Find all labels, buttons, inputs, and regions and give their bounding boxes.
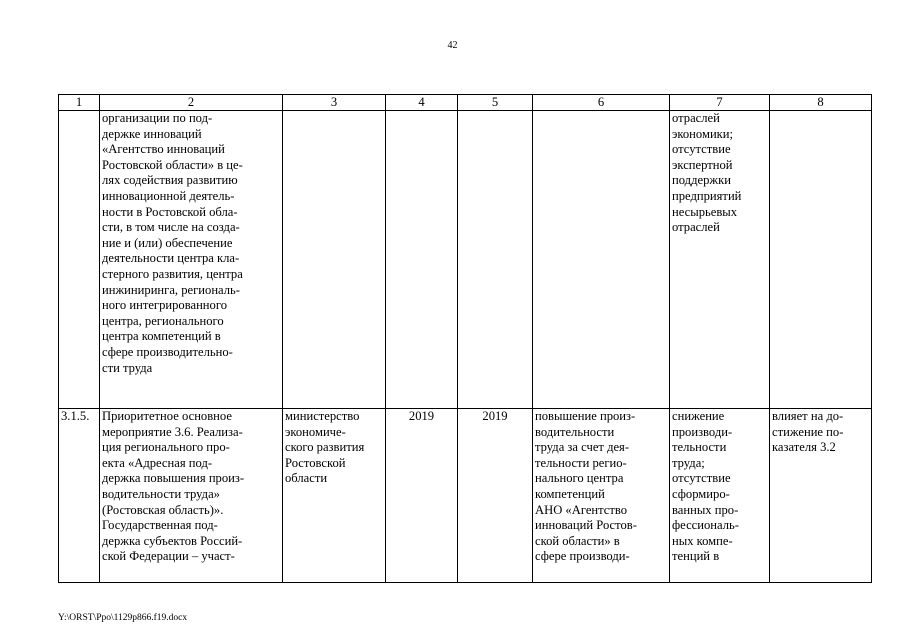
cell-text-line: держка повышения произ- — [102, 471, 245, 486]
cell-text-line: мероприятие 3.6. Реализа- — [102, 424, 243, 439]
cell-text-line: компетенций — [535, 486, 605, 501]
cell-text-line: тельности — [672, 440, 727, 455]
cell-text-line: деятельности центра кла- — [102, 251, 240, 266]
cell-text-line: производи- — [672, 424, 733, 439]
cell-text-line: лях содействия развитию — [102, 173, 238, 188]
header-cell: 1 — [59, 95, 100, 111]
cell-text-line: инжиниринга, региональ- — [102, 282, 240, 297]
cell-text-line: повышение произ- — [535, 409, 636, 423]
header-cell: 3 — [283, 95, 386, 111]
row1-col2 — [100, 111, 283, 409]
cell-text-line: сти, в том числе на созда- — [102, 220, 240, 235]
cell-text-line: ция регионального про- — [102, 440, 230, 455]
cell-text-line: водительности труда» — [102, 486, 220, 501]
cell-text-line: ности в Ростовской обла- — [102, 204, 238, 219]
row2-consequences — [670, 409, 770, 583]
cell-text-line: Ростовской области» в це- — [102, 157, 243, 172]
cell-text-line: предприятий — [672, 188, 742, 203]
cell-text-line: Приоритетное основное — [102, 409, 232, 423]
cell-text-line: ской области» в — [535, 533, 620, 548]
row1-col4 — [386, 111, 458, 409]
cell-text-line: центра, регионального — [102, 313, 224, 328]
cell-text-line: екта «Адресная под- — [102, 455, 213, 470]
cell-text-line: экспертной — [672, 157, 733, 172]
cell-text-line: держка субъектов Россий- — [102, 533, 243, 548]
row2-indicator-link — [770, 409, 872, 583]
cell-text-line: Государственная под- — [102, 518, 218, 533]
cell-text-line: тенций в — [672, 549, 720, 564]
header-cell: 5 — [458, 95, 533, 111]
row1-col5 — [458, 111, 533, 409]
cell-text-line: ных компе- — [672, 533, 733, 548]
cell-text-line: ского развития — [285, 440, 365, 455]
cell-text-line: снижение — [672, 409, 725, 423]
cell-text-line: отсутствие — [672, 142, 731, 157]
cell-text-line: отраслей — [672, 111, 720, 125]
cell-text-line: министерство — [285, 409, 360, 423]
cell-text-line: фессиональ- — [672, 518, 739, 533]
row2-start-year: 2019 — [386, 409, 458, 583]
cell-text-line: сфере производительно- — [102, 344, 233, 359]
cell-text-line: ного интегрированного — [102, 298, 227, 313]
cell-text-line: центра компетенций в — [102, 329, 221, 344]
row1-col6 — [533, 111, 670, 409]
cell-text-line: области — [285, 471, 328, 486]
cell-text-line: (Ростовская область)». — [102, 502, 224, 517]
cell-text-line: стерного развития, центра — [102, 266, 243, 281]
row2-end-year: 2019 — [458, 409, 533, 583]
cell-text-line: поддержки — [672, 173, 731, 188]
row1-col3 — [283, 111, 386, 409]
header-cell: 7 — [670, 95, 770, 111]
table-row — [59, 111, 872, 409]
header-cell: 6 — [533, 95, 670, 111]
header-cell: 8 — [770, 95, 872, 111]
cell-text-line: сфере производи- — [535, 549, 630, 564]
cell-text-line: ванных про- — [672, 502, 739, 517]
measures-table — [58, 94, 872, 583]
cell-text-line: экономиче- — [285, 424, 346, 439]
cell-text-line: ние и (или) обеспечение — [102, 235, 233, 250]
row2-number: 3.1.5. — [59, 409, 100, 583]
cell-text-line: инноваций Ростов- — [535, 518, 637, 533]
row1-col7 — [670, 111, 770, 409]
cell-text-line: держке инноваций — [102, 126, 202, 141]
cell-text-line: «Агентство инноваций — [102, 142, 225, 157]
row1-col1 — [59, 111, 100, 409]
cell-text-line: стижение по- — [772, 424, 844, 439]
cell-text-line: тельности регио- — [535, 455, 627, 470]
cell-text-line: нального центра — [535, 471, 624, 486]
cell-text-line: ской Федерации – участ- — [102, 549, 235, 564]
row2-executor — [283, 409, 386, 583]
cell-text-line: инновационной деятель- — [102, 188, 235, 203]
cell-text-line: казателя 3.2 — [772, 440, 836, 455]
cell-text-line: организации по под- — [102, 111, 213, 125]
row2-expected-result — [533, 409, 670, 583]
cell-text-line: труда; — [672, 455, 705, 470]
header-cell: 2 — [100, 95, 283, 111]
cell-text-line: влияет на до- — [772, 409, 844, 423]
cell-text-line: отсутствие — [672, 471, 731, 486]
cell-text-line: водительности — [535, 424, 615, 439]
row2-measure — [100, 409, 283, 583]
cell-text-line: несырьевых — [672, 204, 738, 219]
page-number: 42 — [447, 40, 458, 51]
cell-text-line: отраслей — [672, 220, 720, 235]
table-header-row — [59, 95, 872, 111]
cell-text-line: АНО «Агентство — [535, 502, 628, 517]
cell-text-line: экономики; — [672, 126, 734, 141]
cell-text-line: труда за счет дея- — [535, 440, 630, 455]
table-row — [59, 409, 872, 583]
footer-file-path: Y:\ORST\Ppo\1129p866.f19.docx — [58, 613, 188, 623]
cell-text-line: Ростовской — [285, 455, 346, 470]
cell-text-line: сти труда — [102, 360, 153, 375]
row1-col8 — [770, 111, 872, 409]
cell-text-line: сформиро- — [672, 486, 730, 501]
header-cell: 4 — [386, 95, 458, 111]
